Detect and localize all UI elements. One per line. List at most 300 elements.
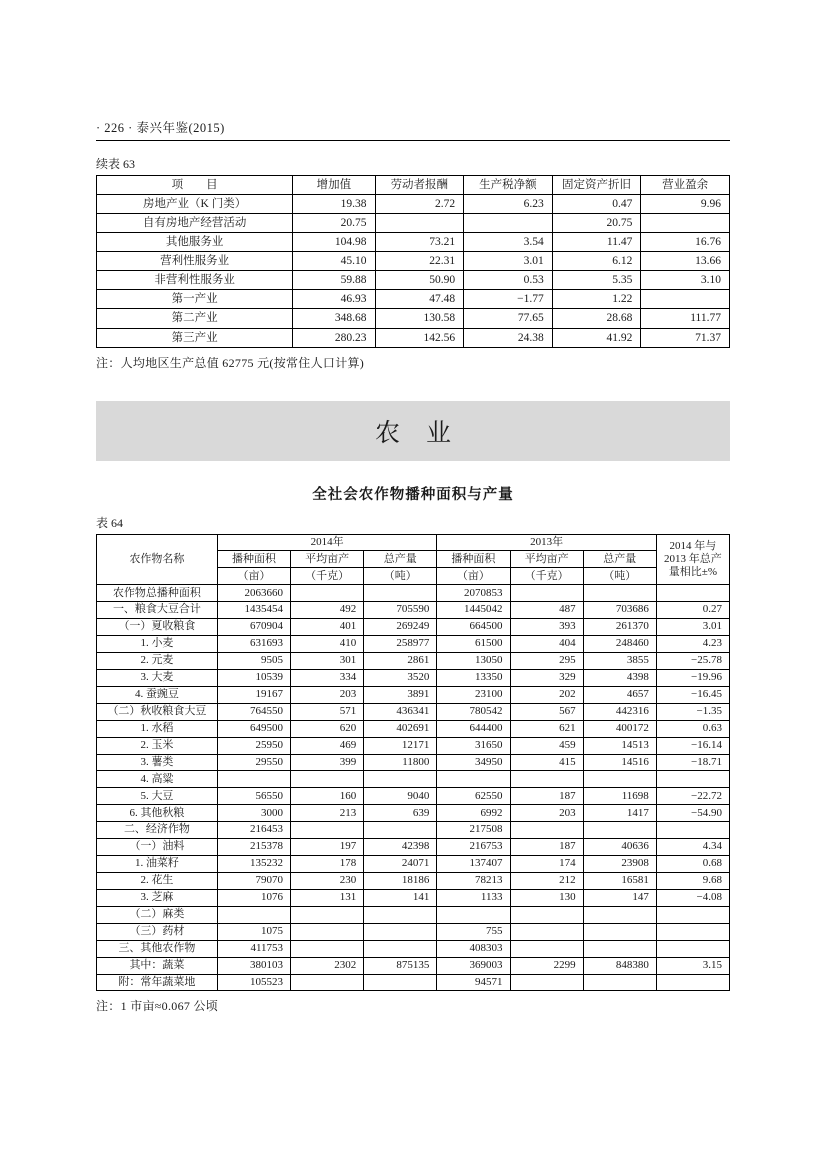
- cell: [510, 923, 583, 940]
- cell: 380103: [217, 957, 290, 974]
- table-row: [97, 737, 730, 754]
- row-label: （一）夏收粮食: [97, 619, 218, 636]
- cell: 9505: [217, 653, 290, 670]
- cell: 404: [510, 636, 583, 653]
- cell: 14516: [583, 754, 656, 771]
- cell: 9.68: [656, 873, 729, 890]
- cell: 47.48: [375, 290, 464, 309]
- cell: 28.68: [552, 309, 641, 328]
- cell: 0.63: [656, 720, 729, 737]
- cell: 14513: [583, 737, 656, 754]
- cell: 45.10: [293, 252, 375, 271]
- table-64-unit-2: （吨）: [364, 568, 437, 585]
- table-63-col-2: 劳动者报酬: [375, 176, 464, 195]
- table-64-label: 表 64: [96, 515, 124, 530]
- cell: 0.47: [552, 195, 641, 214]
- cell: 567: [510, 703, 583, 720]
- cell: 2861: [364, 653, 437, 670]
- cell: 703686: [583, 602, 656, 619]
- cell: 764550: [217, 703, 290, 720]
- row-label: 二、经济作物: [97, 822, 218, 839]
- cell: [364, 974, 437, 991]
- cell: 3000: [217, 805, 290, 822]
- cell: 295: [510, 653, 583, 670]
- cell: 3.54: [464, 233, 553, 252]
- row-label: 4. 高粱: [97, 771, 218, 788]
- running-head-rule: [96, 140, 730, 141]
- cell: 644400: [437, 720, 510, 737]
- row-label: 3. 薯类: [97, 754, 218, 771]
- cell: 631693: [217, 636, 290, 653]
- cell: 6992: [437, 805, 510, 822]
- cell: 469: [291, 737, 364, 754]
- cell: 369003: [437, 957, 510, 974]
- cell: 147: [583, 889, 656, 906]
- cell: [583, 906, 656, 923]
- table-row: [97, 788, 730, 805]
- cell: 24.38: [464, 328, 553, 347]
- cell: 401: [291, 619, 364, 636]
- cell: 19167: [217, 686, 290, 703]
- cell: 3.01: [464, 252, 553, 271]
- cell: 12171: [364, 737, 437, 754]
- table-row: [97, 669, 730, 686]
- table-row: [97, 602, 730, 619]
- cell: 50.90: [375, 271, 464, 290]
- cell: 212: [510, 873, 583, 890]
- cell: [656, 822, 729, 839]
- cell: 73.21: [375, 233, 464, 252]
- cell: 215378: [217, 839, 290, 856]
- cell: 216453: [217, 822, 290, 839]
- table-64-body: [97, 585, 730, 991]
- table-row: [97, 686, 730, 703]
- row-label: （二）秋收粮食大豆: [97, 703, 218, 720]
- cell: [291, 906, 364, 923]
- cell: 399: [291, 754, 364, 771]
- cell: [510, 585, 583, 602]
- compare-line-1: 2014 年与: [669, 540, 717, 553]
- cell: 202: [510, 686, 583, 703]
- cell: 1076: [217, 889, 290, 906]
- table-row: [97, 271, 730, 290]
- row-label: 附：常年蔬菜地: [97, 974, 218, 991]
- table-row: [97, 653, 730, 670]
- cell: −22.72: [656, 788, 729, 805]
- cell: [464, 214, 553, 233]
- cell: [583, 822, 656, 839]
- cell: [641, 290, 730, 309]
- cell: 203: [291, 686, 364, 703]
- table-row: [97, 771, 730, 788]
- cell: [583, 771, 656, 788]
- row-label: 2. 花生: [97, 873, 218, 890]
- running-head: · 226 · 泰兴年鉴(2015): [96, 121, 225, 135]
- cell: 1417: [583, 805, 656, 822]
- row-label: 营利性服务业: [97, 252, 293, 271]
- cell: 10539: [217, 669, 290, 686]
- cell: 492: [291, 602, 364, 619]
- cell: 3891: [364, 686, 437, 703]
- cell: [510, 974, 583, 991]
- cell: 56550: [217, 788, 290, 805]
- table-63-col-3: 生产税净额: [464, 176, 553, 195]
- cell: 649500: [217, 720, 290, 737]
- cell: 94571: [437, 974, 510, 991]
- cell: 780542: [437, 703, 510, 720]
- table-row: [97, 195, 730, 214]
- cell: 2.72: [375, 195, 464, 214]
- cell: [364, 822, 437, 839]
- table-64-group-2013: 2013年: [437, 534, 656, 551]
- cell: 3.01: [656, 619, 729, 636]
- row-label: 农作物总播种面积: [97, 585, 218, 602]
- cell: [291, 585, 364, 602]
- table-64-unit-0: （亩）: [217, 568, 290, 585]
- cell: [364, 906, 437, 923]
- cell: 2063660: [217, 585, 290, 602]
- cell: 78213: [437, 873, 510, 890]
- cell: 111.77: [641, 309, 730, 328]
- cell: 18186: [364, 873, 437, 890]
- cell: 6.12: [552, 252, 641, 271]
- cell: 61500: [437, 636, 510, 653]
- cell: 197: [291, 839, 364, 856]
- row-label: 2. 元麦: [97, 653, 218, 670]
- cell: 2302: [291, 957, 364, 974]
- table-row: [97, 703, 730, 720]
- cell: 571: [291, 703, 364, 720]
- cell: 46.93: [293, 290, 375, 309]
- cell: [364, 940, 437, 957]
- cell: 105523: [217, 974, 290, 991]
- cell: [510, 906, 583, 923]
- cell: −16.45: [656, 686, 729, 703]
- table-64-note: 注：1 市亩≈0.067 公顷: [96, 999, 219, 1014]
- table-row: [97, 214, 730, 233]
- table-64-header-row-1: [97, 534, 730, 551]
- table-64-unit-5: （吨）: [583, 568, 656, 585]
- cell: [583, 585, 656, 602]
- cell: 31650: [437, 737, 510, 754]
- table-63-header-row: [97, 176, 730, 195]
- cell: 141: [364, 889, 437, 906]
- cell: 11698: [583, 788, 656, 805]
- table-row: [97, 636, 730, 653]
- table-63: [96, 175, 730, 348]
- cell: 436341: [364, 703, 437, 720]
- row-label: 1. 油菜籽: [97, 856, 218, 873]
- table-63-col-5: 营业盈余: [641, 176, 730, 195]
- cell: 459: [510, 737, 583, 754]
- table-row: [97, 805, 730, 822]
- cell: 34950: [437, 754, 510, 771]
- cell: 3520: [364, 669, 437, 686]
- cell: 160: [291, 788, 364, 805]
- cell: [656, 940, 729, 957]
- cell: 187: [510, 839, 583, 856]
- row-label: 3. 芝麻: [97, 889, 218, 906]
- cell: −18.71: [656, 754, 729, 771]
- cell: 415: [510, 754, 583, 771]
- cell: 442316: [583, 703, 656, 720]
- cell: 11800: [364, 754, 437, 771]
- cell: [583, 923, 656, 940]
- cell: 348.68: [293, 309, 375, 328]
- cell: 258977: [364, 636, 437, 653]
- row-label: 1. 小麦: [97, 636, 218, 653]
- cell: 9040: [364, 788, 437, 805]
- cell: [656, 771, 729, 788]
- cell: 25950: [217, 737, 290, 754]
- cell: 301: [291, 653, 364, 670]
- cell: 178: [291, 856, 364, 873]
- cell: 3.15: [656, 957, 729, 974]
- cell: 269249: [364, 619, 437, 636]
- cell: [437, 906, 510, 923]
- table-64-sub-5: 总产量: [583, 551, 656, 568]
- cell: −4.08: [656, 889, 729, 906]
- cell: 848380: [583, 957, 656, 974]
- table-row: [97, 585, 730, 602]
- table-64-sub-3: 播种面积: [437, 551, 510, 568]
- cell: −1.35: [656, 703, 729, 720]
- cell: 639: [364, 805, 437, 822]
- table-row: [97, 619, 730, 636]
- cell: 0.68: [656, 856, 729, 873]
- cell: 203: [510, 805, 583, 822]
- row-label: 一、粮食大豆合计: [97, 602, 218, 619]
- row-label: （三）药材: [97, 923, 218, 940]
- cell: 2070853: [437, 585, 510, 602]
- cell: 4.34: [656, 839, 729, 856]
- cell: 13350: [437, 669, 510, 686]
- cell: 400172: [583, 720, 656, 737]
- row-label: 2. 玉米: [97, 737, 218, 754]
- table-row: [97, 873, 730, 890]
- cell: 1445042: [437, 602, 510, 619]
- cell: [437, 771, 510, 788]
- cell: 41.92: [552, 328, 641, 347]
- cell: 213: [291, 805, 364, 822]
- table-row: [97, 252, 730, 271]
- cell: 13050: [437, 653, 510, 670]
- row-label: 非营利性服务业: [97, 271, 293, 290]
- cell: −16.14: [656, 737, 729, 754]
- cell: 24071: [364, 856, 437, 873]
- cell: [656, 923, 729, 940]
- cell: 1133: [437, 889, 510, 906]
- cell: 142.56: [375, 328, 464, 347]
- cell: [510, 822, 583, 839]
- table-row: [97, 328, 730, 347]
- table-row: [97, 856, 730, 873]
- table-64-unit-1: （千克）: [291, 568, 364, 585]
- table-64-col-name: 农作物名称: [97, 534, 218, 585]
- row-label: 其中：蔬菜: [97, 957, 218, 974]
- table-row: [97, 309, 730, 328]
- cell: 4657: [583, 686, 656, 703]
- cell: [291, 940, 364, 957]
- compare-line-3: 量相比±%: [668, 565, 717, 578]
- table-63-col-0: 项 目: [97, 176, 293, 195]
- table-row: [97, 754, 730, 771]
- cell: 216753: [437, 839, 510, 856]
- row-label: 4. 蚕豌豆: [97, 686, 218, 703]
- cell: 334: [291, 669, 364, 686]
- cell: 59.88: [293, 271, 375, 290]
- cell: 4.23: [656, 636, 729, 653]
- cell: 248460: [583, 636, 656, 653]
- cell: 664500: [437, 619, 510, 636]
- row-label: 房地产业（K 门类）: [97, 195, 293, 214]
- table-63-col-1: 增加值: [293, 176, 375, 195]
- cell: 1.22: [552, 290, 641, 309]
- cell: 20.75: [293, 214, 375, 233]
- cell: [656, 585, 729, 602]
- section-title: 农业: [374, 419, 477, 447]
- table-row: [97, 822, 730, 839]
- table-row: [97, 906, 730, 923]
- row-label: 3. 大麦: [97, 669, 218, 686]
- cell: −54.90: [656, 805, 729, 822]
- cell: −1.77: [464, 290, 553, 309]
- cell: 23908: [583, 856, 656, 873]
- cell: 71.37: [641, 328, 730, 347]
- cell: 79070: [217, 873, 290, 890]
- table-row: [97, 720, 730, 737]
- cell: [656, 906, 729, 923]
- table-row: [97, 290, 730, 309]
- cell: 411753: [217, 940, 290, 957]
- table-row: [97, 889, 730, 906]
- cell: 487: [510, 602, 583, 619]
- cell: 875135: [364, 957, 437, 974]
- cell: 230: [291, 873, 364, 890]
- cell: 20.75: [552, 214, 641, 233]
- cell: 0.27: [656, 602, 729, 619]
- cell: 22.31: [375, 252, 464, 271]
- row-label: （一）油料: [97, 839, 218, 856]
- table-64-group-2014: 2014年: [217, 534, 436, 551]
- cell: 131: [291, 889, 364, 906]
- cell: 104.98: [293, 233, 375, 252]
- cell: 77.65: [464, 309, 553, 328]
- row-label: 6. 其他秋粮: [97, 805, 218, 822]
- table-row: [97, 974, 730, 991]
- cell: [364, 923, 437, 940]
- table-row: [97, 940, 730, 957]
- cell: 620: [291, 720, 364, 737]
- row-label: （二）麻类: [97, 906, 218, 923]
- cell: 62550: [437, 788, 510, 805]
- cell: 174: [510, 856, 583, 873]
- cell: 410: [291, 636, 364, 653]
- cell: 261370: [583, 619, 656, 636]
- row-label: 其他服务业: [97, 233, 293, 252]
- cell: 130.58: [375, 309, 464, 328]
- cell: [364, 585, 437, 602]
- cell: 6.23: [464, 195, 553, 214]
- table-row: [97, 839, 730, 856]
- cell: 280.23: [293, 328, 375, 347]
- table-64-title: 全社会农作物播种面积与产量: [312, 486, 514, 503]
- cell: [291, 771, 364, 788]
- table-63-col-4: 固定资产折旧: [552, 176, 641, 195]
- table-64-sub-2: 总产量: [364, 551, 437, 568]
- cell: 23100: [437, 686, 510, 703]
- cell: 187: [510, 788, 583, 805]
- table-row: [97, 923, 730, 940]
- cell: [364, 771, 437, 788]
- cell: 393: [510, 619, 583, 636]
- cell: [291, 974, 364, 991]
- cell: [375, 214, 464, 233]
- cell: 1435454: [217, 602, 290, 619]
- cell: 402691: [364, 720, 437, 737]
- cell: 755: [437, 923, 510, 940]
- table-63-label: 续表 63: [96, 157, 136, 171]
- cell: 42398: [364, 839, 437, 856]
- row-label: 第三产业: [97, 328, 293, 347]
- cell: 137407: [437, 856, 510, 873]
- cell: 217508: [437, 822, 510, 839]
- row-label: 第一产业: [97, 290, 293, 309]
- table-64-sub-0: 播种面积: [217, 551, 290, 568]
- row-label: 5. 大豆: [97, 788, 218, 805]
- table-64-unit-4: （千克）: [510, 568, 583, 585]
- cell: 40636: [583, 839, 656, 856]
- cell: 1075: [217, 923, 290, 940]
- cell: 16581: [583, 873, 656, 890]
- row-label: 第二产业: [97, 309, 293, 328]
- cell: [641, 214, 730, 233]
- cell: [656, 974, 729, 991]
- cell: 408303: [437, 940, 510, 957]
- cell: 4398: [583, 669, 656, 686]
- cell: 135232: [217, 856, 290, 873]
- table-64-unit-3: （亩）: [437, 568, 510, 585]
- cell: −25.78: [656, 653, 729, 670]
- table-63-note: 注：人均地区生产总值 62775 元(按常住人口计算): [96, 355, 365, 370]
- cell: 329: [510, 669, 583, 686]
- cell: 5.35: [552, 271, 641, 290]
- row-label: 三、其他农作物: [97, 940, 218, 957]
- cell: 11.47: [552, 233, 641, 252]
- cell: 2299: [510, 957, 583, 974]
- cell: 9.96: [641, 195, 730, 214]
- cell: [217, 906, 290, 923]
- table-64-sub-1: 平均亩产: [291, 551, 364, 568]
- cell: [510, 771, 583, 788]
- table-64-sub-4: 平均亩产: [510, 551, 583, 568]
- section-banner: [96, 401, 730, 461]
- cell: 670904: [217, 619, 290, 636]
- cell: 621: [510, 720, 583, 737]
- cell: 130: [510, 889, 583, 906]
- cell: [217, 771, 290, 788]
- cell: 13.66: [641, 252, 730, 271]
- cell: 29550: [217, 754, 290, 771]
- cell: 19.38: [293, 195, 375, 214]
- cell: −19.96: [656, 669, 729, 686]
- cell: [291, 822, 364, 839]
- row-label: 自有房地产经营活动: [97, 214, 293, 233]
- cell: 705590: [364, 602, 437, 619]
- cell: [583, 974, 656, 991]
- row-label: 1. 水稻: [97, 720, 218, 737]
- cell: 3855: [583, 653, 656, 670]
